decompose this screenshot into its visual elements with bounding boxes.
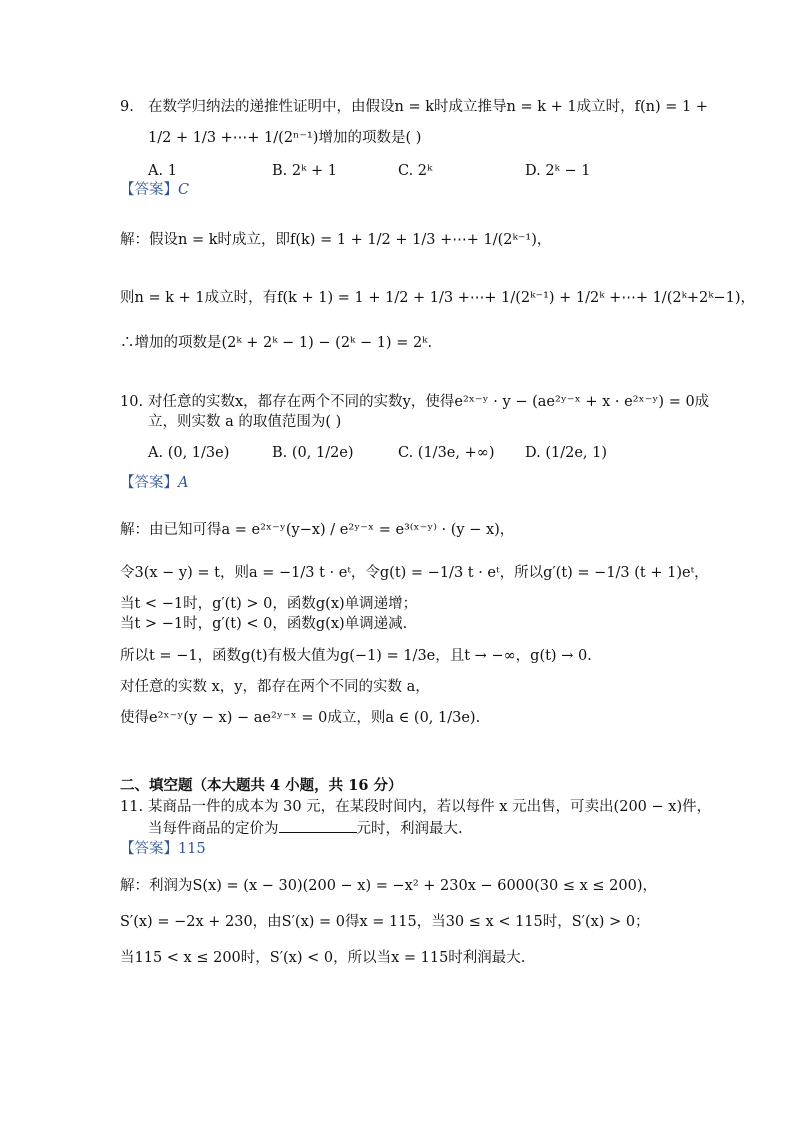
q11-stem-line1: 某商品一件的成本为 30 元，在某段时间内，若以每件 x 元出售，可卖出(200 − x)件， [148, 799, 712, 815]
q10-stem-line2: 立，则实数 a 的取值范围为( ) [148, 414, 342, 430]
q11-stem-post: 元时，利润最大. [356, 821, 463, 837]
q9-stem-line1: 在数学归纳法的递推性证明中，由假设n = k时成立推导n = k + 1成立时，f(n) = 1 + [148, 99, 708, 115]
q10-answer [120, 473, 188, 493]
q10-option-a: A. (0, 1/3e) [148, 445, 230, 461]
answer-blank [279, 818, 357, 833]
q10-solution-line1: 解：由已知可得a = e²ˣ⁻ʸ(y−x) / e²ʸ⁻ˣ = e³⁽ˣ⁻ʸ⁾ · (y − x)， [120, 522, 515, 538]
q9-solution-line1: 解：假设n = k时成立，即f(k) = 1 + 1/2 + 1/3 +⋯+ 1/(2ᵏ⁻¹)， [120, 232, 552, 248]
q11-solution-line1: 解：利润为S(x) = (x − 30)(200 − x) = −x² + 230x − 6000(30 ≤ x ≤ 200)， [120, 878, 657, 894]
q10-option-b: B. (0, 1/2e) [272, 445, 354, 461]
answer-label: 【答案】 [120, 182, 178, 198]
q9-option-a: A. 1 [148, 163, 177, 179]
q9-solution-line2: 则n = k + 1成立时，有f(k + 1) = 1 + 1/2 + 1/3 +⋯+ 1/(2ᵏ⁻¹) + 1/2ᵏ +⋯+ 1/(2ᵏ+2ᵏ−1)， [120, 290, 756, 306]
q9-option-d: D. 2ᵏ − 1 [525, 163, 591, 179]
q9-option-b: B. 2ᵏ + 1 [272, 163, 337, 179]
q10-solution-line2: 令3(x − y) = t，则a = −1/3 t · eᵗ，令g(t) = −1/3 t · eᵗ，所以g′(t) = −1/3 (t + 1)eᵗ， [120, 565, 709, 581]
q11-answer [120, 839, 206, 859]
q11-stem-line2 [148, 818, 463, 839]
q9-option-c: C. 2ᵏ [398, 163, 433, 179]
answer-label: 【答案】 [120, 841, 178, 857]
q10-solution-line7: 使得e²ˣ⁻ʸ(y − x) − ae²ʸ⁻ˣ = 0成立，则a ∈ (0, 1/3e). [120, 710, 481, 726]
q10-solution-line6: 对任意的实数 x，y，都存在两个不同的实数 a， [120, 679, 430, 695]
q11-solution-line2: S′(x) = −2x + 230，由S′(x) = 0得x = 115，当30 ≤ x < 115时，S′(x) > 0； [120, 914, 650, 930]
q9-solution-line3: ∴增加的项数是(2ᵏ + 2ᵏ − 1) − (2ᵏ − 1) = 2ᵏ. [120, 335, 433, 351]
q10-stem-line1: 对任意的实数x，都存在两个不同的实数y，使得e²ˣ⁻ʸ · y − (ae²ʸ⁻ˣ + x · e²ˣ⁻ʸ) = 0成 [148, 394, 710, 410]
q10-number: 10. [120, 394, 144, 410]
q10-option-d: D. (1/2e, 1) [525, 445, 608, 461]
q9-answer [120, 180, 189, 200]
q11-solution-line3: 当115 < x ≤ 200时，S′(x) < 0，所以当x = 115时利润最大. [120, 950, 526, 966]
q10-option-c: C. (1/3e, +∞) [398, 445, 495, 461]
q9-stem-line2: 1/2 + 1/3 +⋯+ 1/(2ⁿ⁻¹)增加的项数是( ) [148, 130, 422, 146]
answer-value: A [178, 475, 189, 491]
section-heading: 二、填空题（本大题共 4 小题，共 16 分） [120, 777, 403, 794]
answer-value: C [178, 182, 190, 198]
q9-number: 9. [120, 99, 134, 115]
q10-solution-line4: 当t > −1时，g′(t) < 0，函数g(x)单调递减. [120, 616, 408, 632]
answer-label: 【答案】 [120, 475, 178, 491]
q10-solution-line5: 所以t = −1，函数g(t)有极大值为g(−1) = 1/3e，且t → −∞，g(t) → 0. [120, 648, 592, 664]
q11-stem-pre: 当每件商品的定价为 [148, 821, 279, 837]
q10-solution-line3: 当t < −1时，g′(t) > 0，函数g(x)单调递增； [120, 596, 418, 612]
answer-value: 115 [178, 841, 206, 857]
q11-number: 11. [120, 799, 144, 815]
